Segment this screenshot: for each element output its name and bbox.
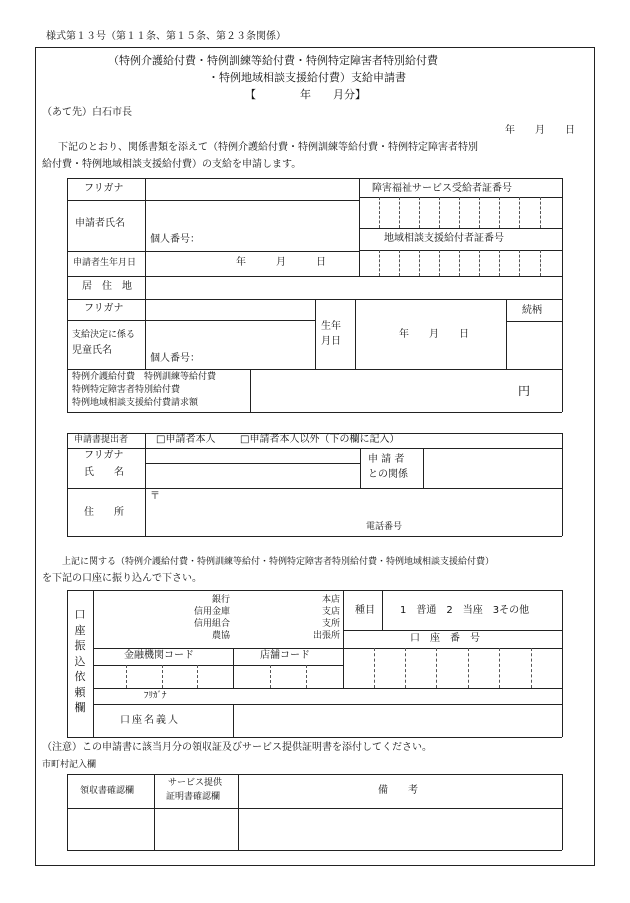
claim-label-line1: 特例介護給付費 特例訓練等給付費: [72, 372, 217, 382]
submitter-relation-line1: 申 請 者: [368, 454, 405, 465]
institution-types: 銀行 信用金庫 信用組合 農協: [193, 595, 230, 641]
child-label-line2: 児童氏名: [72, 345, 112, 356]
child-birth-label-line1: 生年: [321, 321, 341, 332]
child-personal-number-label: 個人番号：: [150, 353, 200, 364]
postal-mark: 〒: [150, 491, 160, 502]
child-birth-label-line2: 月日: [321, 336, 341, 347]
transfer-intro-line1: 上記に関する（特例介護給付費・特例訓練等給付・特例特定障害者特別給付費・特例地域相談支援給付費）: [62, 557, 495, 567]
title-period: 【 年 月分】: [245, 88, 366, 101]
applicant-birthdate-value: 年 月 日: [236, 257, 326, 268]
institution-code-label: 金融機関コード: [124, 650, 194, 661]
branch-types: 本店 支店 支所 出張所: [312, 595, 340, 641]
date-label: 年 月 日: [505, 125, 575, 136]
submitter-furigana-label: フリガナ: [84, 450, 124, 461]
phone-label: 電話番号: [366, 522, 403, 532]
child-birth-value: 年 月 日: [399, 329, 469, 340]
holder-furigana-label: ﾌﾘｶﾞﾅ: [144, 691, 167, 701]
addressee: （あて先）白石市長: [42, 107, 132, 118]
account-holder-label: 口座名義人: [120, 715, 180, 726]
submitter-relation-line2: との関係: [368, 469, 408, 480]
claim-yen-unit: 円: [518, 384, 531, 398]
applicant-furigana-label: フリガナ: [84, 183, 124, 194]
branch-code-label: 店舗コード: [260, 650, 310, 661]
submitter-option-other[interactable]: □申請者本人以外（下の欄に記入）: [240, 434, 400, 445]
applicant-birthdate-label: 申請者生年月日: [73, 258, 137, 268]
submitter-name-label: 氏 名: [84, 467, 124, 478]
relation-label: 続柄: [522, 305, 542, 316]
submitter-label: 申請書提出者: [74, 435, 129, 445]
residence-label: 居 住 地: [82, 281, 132, 292]
claim-label-line3: 特例地域相談支援給付費請求額: [72, 398, 199, 408]
regional-cert-label: 地域相談支援給付者証番号: [384, 233, 504, 244]
remarks-label: 備 考: [378, 785, 418, 796]
transfer-intro-line2: を下記の口座に振り込んで下さい。: [42, 573, 202, 584]
service-check-line2: 証明書確認欄: [166, 792, 221, 802]
disability-cert-label: 障害福祉サービス受給者証番号: [372, 183, 512, 194]
account-type-label: 種目: [355, 605, 375, 616]
claim-label-line2: 特例特定障害者特別給付費: [72, 385, 181, 395]
applicant-personal-number-label: 個人番号：: [150, 234, 200, 245]
account-type-options[interactable]: 1 普通 2 当座 3その他: [400, 605, 530, 616]
title-line2: ・特例地域相談支援給付費）支給申請書: [208, 71, 406, 84]
account-number-label: 口 座 番 号: [410, 633, 480, 644]
receipt-check-label: 領収書確認欄: [80, 786, 135, 796]
applicant-name-label: 申請者氏名: [75, 218, 125, 229]
municipality-heading: 市町村記入欄: [42, 760, 97, 770]
bank-side-label: 口 座 振 込 依 頼 欄: [74, 608, 86, 714]
service-check-line1: サービス提供: [168, 778, 223, 788]
child-label-line1: 支給決定に係る: [72, 330, 136, 340]
title-line1: （特例介護給付費・特例訓練等給付費・特例特定障害者特別給付費: [108, 54, 438, 67]
form-number: 様式第１３号（第１１条、第１５条、第２３条関係）: [46, 31, 286, 42]
intro-line1: 下記のとおり、関係書類を添えて（特例介護給付費・特例訓練等給付費・特例特定障害者特別: [58, 142, 478, 153]
submitter-option-self[interactable]: □申請者本人: [156, 434, 216, 445]
attachment-note: （注意）この申請書に該当月分の領収証及びサービス提供証明書を添付してください。: [42, 742, 432, 753]
child-furigana-label: フリガナ: [84, 303, 124, 314]
intro-line2: 給付費・特例地域相談支援給付費）の支給を申請します。: [42, 159, 302, 170]
submitter-address-label: 住 所: [84, 507, 124, 518]
